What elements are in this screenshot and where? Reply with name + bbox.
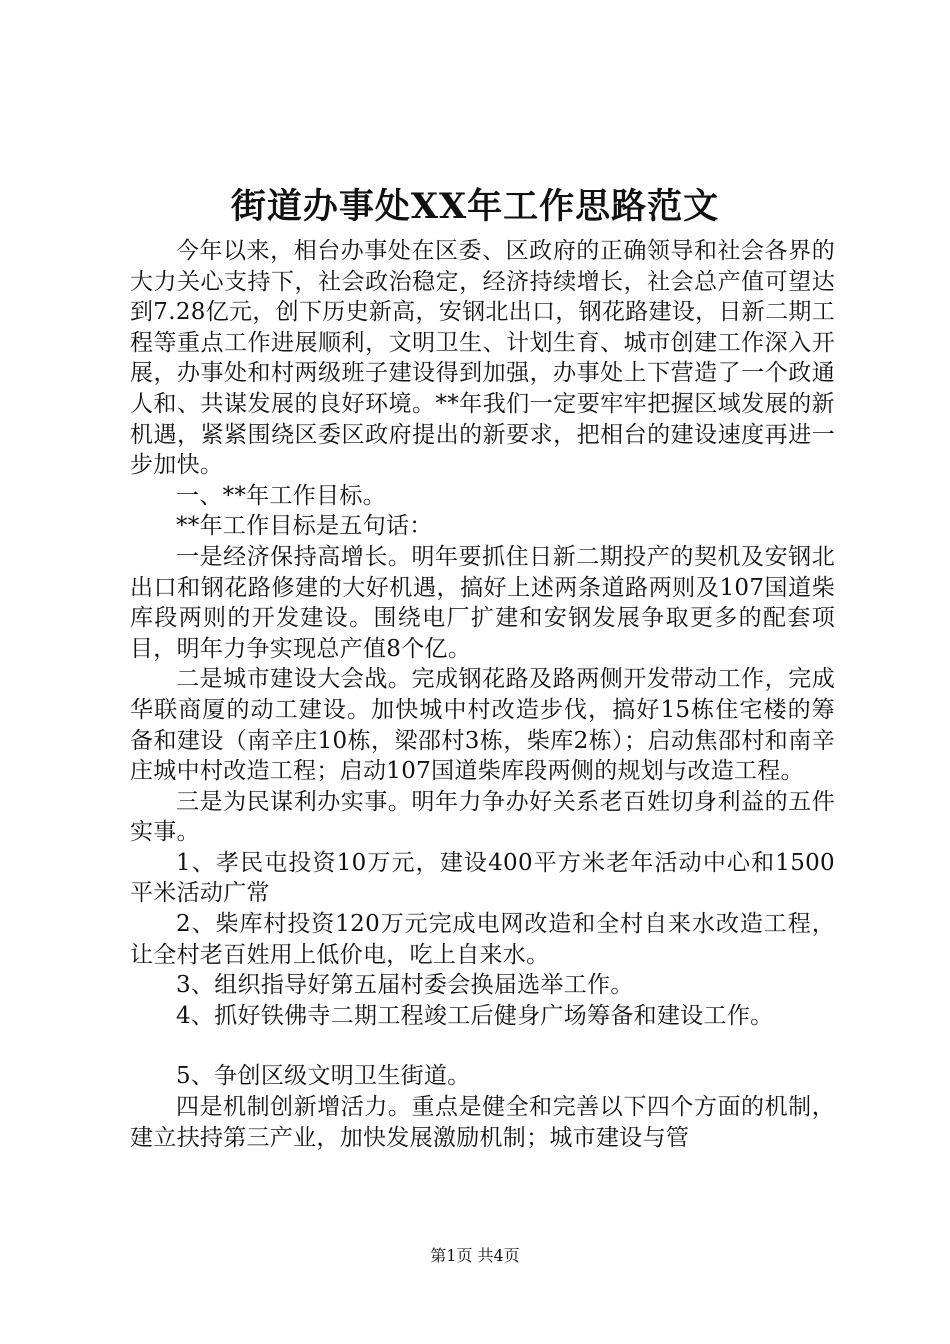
page-footer: 第1页 共4页 (430, 1246, 520, 1265)
list-item-1: 1、孝民屯投资10万元，建设400平方米老年活动中心和1500平米活动广常 (130, 849, 835, 907)
paragraph-goals-intro: **年工作目标是五句话： (176, 513, 433, 540)
list-item-3: 3、组织指导好第五届村委会换届选举工作。 (176, 972, 634, 999)
document-title: 街道办事处XX年工作思路范文 (230, 186, 720, 227)
paragraph-goal-economy: 一是经济保持高增长。明年要抓住日新二期投产的契机及安钢北出口和钢花路修建的大好机遇，搞好上述两条道路两则及107国道柴库段两则的开发建设。围绕电厂扩建和安钢发展争取更多的配套项目，明年力争实现总产值8个亿。 (130, 543, 835, 662)
paragraph-goal-practical-affairs: 三是为民谋利办实事。明年力争办好关系老百姓切身利益的五件实事。 (130, 788, 835, 846)
list-item-5: 5、争创区级文明卫生街道。 (176, 1063, 471, 1090)
list-item-4: 4、抓好铁佛寺二期工程竣工后健身广场筹备和建设工作。 (176, 1002, 774, 1029)
paragraph-goal-city-building: 二是城市建设大会战。完成钢花路及路两侧开发带动工作，完成华联商厦的动工建设。加快城中村改造步伐，搞好15栋住宅楼的筹备和建设（南辛庄10栋，梁邵村3栋，柴库2栋）；启动焦邵村和南辛庄城中村改造工程；启动107国道柴库段两侧的规划与改造工程。 (130, 666, 835, 785)
document-body (130, 236, 835, 1153)
paragraph-intro: 今年以来，相台办事处在区委、区政府的正确领导和社会各界的大力关心支持下，社会政治稳定，经济持续增长，社会总产值可望达到7.28亿元，创下历史新高，安钢北出口，钢花路建设，日新二期工程等重点工作进展顺利，文明卫生、计划生育、城市创建工作深入开展，办事处和村两级班子建设得到加强，办事处上下营造了一个政通人和、共谋发展的良好环境。**年我们一定要牢牢把握区域发展的新机遇，紧紧围绕区委区政府提出的新要求，把相台的建设速度再进一步加快。 (130, 238, 835, 479)
list-item-2: 2、柴库村投资120万元完成电网改造和全村自来水改造工程，让全村老百姓用上低价电，吃上自来水。 (130, 911, 835, 968)
paragraph-section-heading: 一、**年工作目标。 (176, 482, 386, 509)
paragraph-goal-mechanism: 四是机制创新增活力。重点是健全和完善以下四个方面的机制，建立扶持第三产业，加快发展激励机制；城市建设与管 (130, 1094, 835, 1151)
